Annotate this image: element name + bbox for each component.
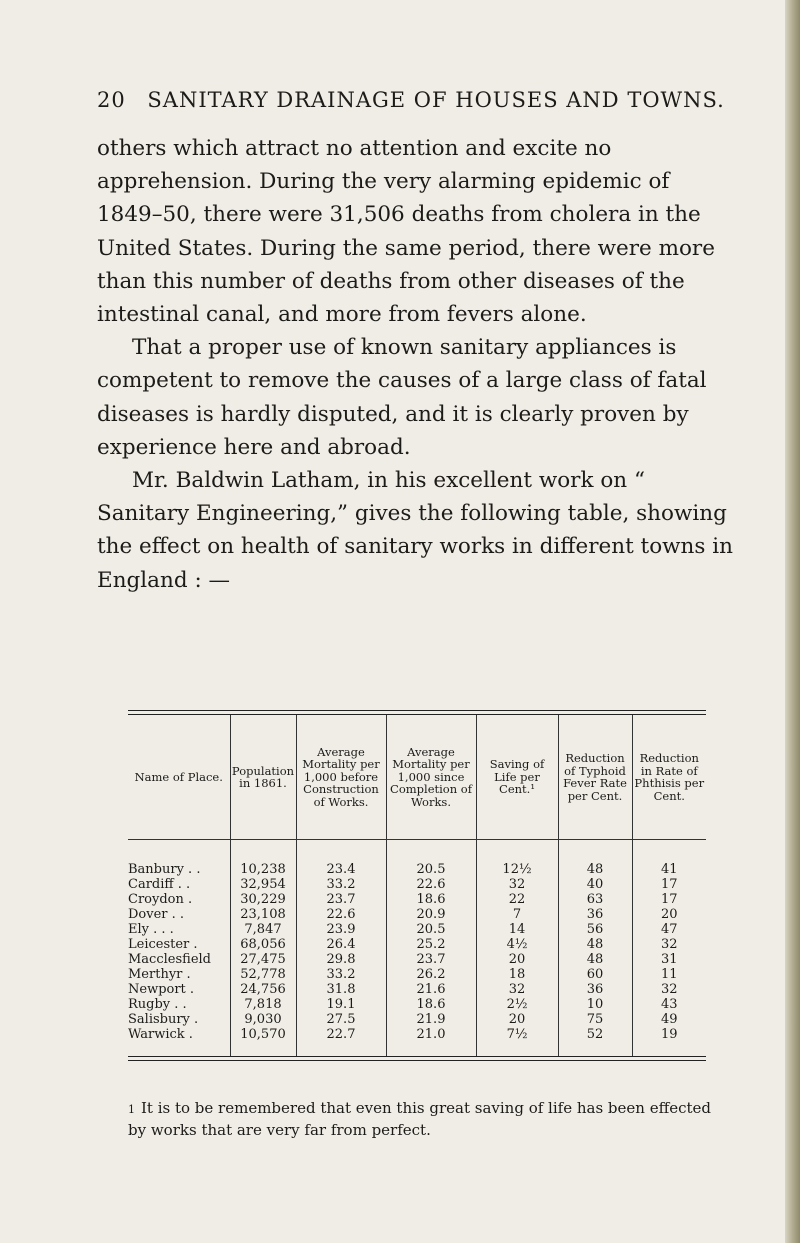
cell-mortality-since: 21.0 (386, 1027, 476, 1056)
table-bottom-rule (128, 1056, 706, 1061)
cell-phthisis: 20 (632, 907, 706, 922)
cell-saving: 20 (476, 1012, 558, 1027)
table-row (128, 922, 706, 937)
cell-typhoid: 10 (558, 997, 632, 1012)
body-text (97, 132, 739, 597)
cell-population: 27,475 (230, 952, 296, 967)
cell-saving: 18 (476, 967, 558, 982)
page-number: 20 (97, 88, 126, 112)
cell-phthisis: 32 (632, 982, 706, 997)
cell-mortality-before: 23.9 (296, 922, 386, 937)
cell-saving: 32 (476, 982, 558, 997)
cell-mortality-before: 23.7 (296, 892, 386, 907)
cell-mortality-before: 23.4 (296, 840, 386, 878)
cell-population: 23,108 (230, 907, 296, 922)
table-row (128, 907, 706, 922)
paragraph-1: others which attract no attention and excite no apprehension. During the very alarming epidemic of 1849–50, there were 31,506 deaths from cholera in the United States. During the same period, there were more than this number of deaths from other diseases of the intestinal canal, and more from fevers alone. (97, 136, 715, 328)
cell-mortality-since: 20.5 (386, 840, 476, 878)
cell-population: 68,056 (230, 937, 296, 952)
cell-phthisis: 49 (632, 1012, 706, 1027)
header-mortality-before: Average Mortality per 1,000 before Construction of Works. (296, 715, 386, 840)
cell-place: Warwick . (128, 1027, 193, 1042)
cell-phthisis: 11 (632, 967, 706, 982)
cell-mortality-since: 22.6 (386, 877, 476, 892)
cell-mortality-before: 22.7 (296, 1027, 386, 1056)
cell-phthisis: 17 (632, 877, 706, 892)
cell-phthisis: 31 (632, 952, 706, 967)
paragraph-3: Mr. Baldwin Latham, in his excellent work on “ Sanitary Engineering,” gives the following table, showing the effect on health of sanitary works in different towns in England : — (97, 468, 733, 593)
footnote-marker: 1 (128, 1103, 135, 1116)
header-saving-of-life: Saving of Life per Cent.¹ (476, 715, 558, 840)
table-row (128, 840, 706, 878)
cell-population: 52,778 (230, 967, 296, 982)
cell-typhoid: 63 (558, 892, 632, 907)
cell-mortality-since: 18.6 (386, 997, 476, 1012)
cell-mortality-before: 22.6 (296, 907, 386, 922)
cell-mortality-since: 20.5 (386, 922, 476, 937)
cell-place: Macclesfield (128, 952, 211, 967)
cell-mortality-before: 26.4 (296, 937, 386, 952)
header-phthisis-reduction: Reduction in Rate of Phthisis per Cent. (632, 715, 706, 840)
cell-typhoid: 52 (558, 1027, 632, 1056)
cell-mortality-since: 23.7 (386, 952, 476, 967)
footnote-text: It is to be remembered that even this great saving of life has been effected by works that are very far from perfect. (128, 1099, 712, 1139)
cell-typhoid: 48 (558, 937, 632, 952)
cell-mortality-since: 26.2 (386, 967, 476, 982)
cell-population: 10,570 (230, 1027, 296, 1056)
cell-typhoid: 60 (558, 967, 632, 982)
cell-phthisis: 17 (632, 892, 706, 907)
cell-mortality-before: 29.8 (296, 952, 386, 967)
cell-saving: 4½ (476, 937, 558, 952)
table-row (128, 982, 706, 997)
cell-mortality-before: 33.2 (296, 967, 386, 982)
cell-place: Newport . (128, 982, 195, 997)
cell-phthisis: 32 (632, 937, 706, 952)
header-typhoid-reduction: Reduction of Typhoid Fever Rate per Cent. (558, 715, 632, 840)
table-row (128, 892, 706, 907)
cell-typhoid: 56 (558, 922, 632, 937)
cell-population: 7,818 (230, 997, 296, 1012)
cell-place: Dover . . (128, 907, 185, 922)
cell-place: Ely . . . (128, 922, 174, 937)
table-row (128, 967, 706, 982)
cell-population: 32,954 (230, 877, 296, 892)
cell-population: 30,229 (230, 892, 296, 907)
cell-saving: 2½ (476, 997, 558, 1012)
cell-typhoid: 75 (558, 1012, 632, 1027)
cell-mortality-since: 21.6 (386, 982, 476, 997)
header-name-of-place: Name of Place. (134, 769, 223, 784)
header-population: Population in 1861. (230, 715, 296, 840)
page-edge (785, 0, 800, 1243)
cell-mortality-since: 20.9 (386, 907, 476, 922)
cell-place: Salisbury . (128, 1012, 199, 1027)
cell-place: Banbury . . (128, 862, 201, 877)
cell-typhoid: 48 (558, 840, 632, 878)
cell-saving: 12½ (476, 840, 558, 878)
cell-phthisis: 43 (632, 997, 706, 1012)
running-head (97, 88, 725, 112)
cell-saving: 7½ (476, 1027, 558, 1056)
cell-saving: 7 (476, 907, 558, 922)
cell-place: Leicester . (128, 937, 198, 952)
cell-typhoid: 48 (558, 952, 632, 967)
cell-place: Rugby . . (128, 997, 187, 1012)
table-row (128, 937, 706, 952)
cell-place: Croydon . (128, 892, 193, 907)
cell-typhoid: 36 (558, 907, 632, 922)
cell-phthisis: 41 (632, 840, 706, 878)
cell-mortality-before: 31.8 (296, 982, 386, 997)
table-row (128, 877, 706, 892)
table-row (128, 952, 706, 967)
cell-population: 10,238 (230, 840, 296, 878)
cell-mortality-before: 33.2 (296, 877, 386, 892)
cell-phthisis: 47 (632, 922, 706, 937)
table-header-row (128, 715, 706, 840)
running-title: SANITARY DRAINAGE OF HOUSES AND TOWNS. (147, 88, 725, 112)
table-row (128, 1027, 706, 1056)
cell-population: 24,756 (230, 982, 296, 997)
cell-saving: 32 (476, 877, 558, 892)
cell-typhoid: 40 (558, 877, 632, 892)
cell-saving: 14 (476, 922, 558, 937)
table-row (128, 997, 706, 1012)
cell-mortality-before: 19.1 (296, 997, 386, 1012)
cell-typhoid: 36 (558, 982, 632, 997)
cell-mortality-since: 18.6 (386, 892, 476, 907)
cell-saving: 20 (476, 952, 558, 967)
header-mortality-since: Average Mortality per 1,000 since Completion of Works. (386, 715, 476, 840)
cell-saving: 22 (476, 892, 558, 907)
paragraph-2: That a proper use of known sanitary appliances is competent to remove the causes of a large class of fatal diseases is hardly disputed, and it is clearly proven by experience here and abroad. (97, 335, 707, 460)
cell-mortality-before: 27.5 (296, 1012, 386, 1027)
cell-phthisis: 19 (632, 1027, 706, 1056)
footnote (128, 1098, 728, 1140)
cell-place: Cardiff . . (128, 877, 191, 892)
cell-population: 9,030 (230, 1012, 296, 1027)
cell-population: 7,847 (230, 922, 296, 937)
cell-mortality-since: 25.2 (386, 937, 476, 952)
cell-mortality-since: 21.9 (386, 1012, 476, 1027)
table-row (128, 1012, 706, 1027)
cell-place: Merthyr . (128, 967, 191, 982)
mortality-table (128, 710, 706, 1061)
